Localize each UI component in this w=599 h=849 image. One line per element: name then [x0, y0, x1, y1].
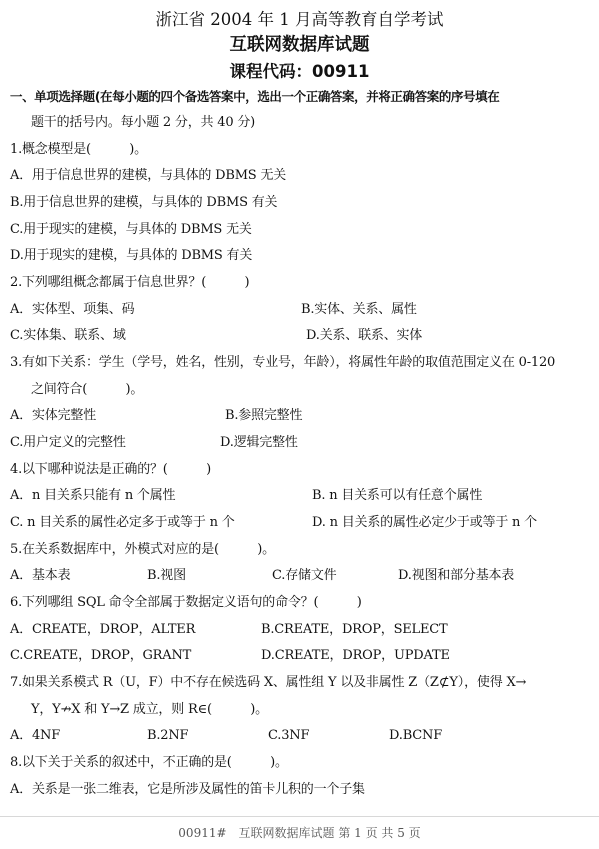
question-4-option-c: C. n 目关系的属性必定多于或等于 n 个 — [10, 515, 235, 530]
question-3-stem-cont: 之间符合( )。 — [31, 382, 144, 397]
question-4-option-a: A．n 目关系只能有 n 个属性 — [10, 488, 176, 503]
page-footer: 00911# 互联网数据库试题 第 1 页 共 5 页 — [178, 826, 421, 840]
section-instructions: 题干的括号内。每小题 2 分，共 40 分) — [31, 115, 256, 130]
exam-header: 浙江省 2004 年 1 月高等教育自学考试 — [155, 10, 444, 29]
question-5-option-d: D.视图和部分基本表 — [398, 568, 515, 583]
question-6-option-a: A．CREATE，DROP，ALTER — [10, 622, 196, 637]
question-1-stem: 1.概念模型是( )。 — [10, 142, 147, 157]
question-7-option-a: A．4NF — [10, 728, 61, 743]
question-3-option-c: C.用户定义的完整性 — [10, 435, 126, 450]
question-7-option-c: C.3NF — [268, 728, 310, 743]
question-8-stem: 8.以下关于关系的叙述中，不正确的是( )。 — [10, 755, 288, 770]
question-3-option-b: B.参照完整性 — [225, 408, 303, 423]
question-2-stem: 2.下列哪组概念都属于信息世界？( ) — [10, 275, 250, 290]
question-5-option-a: A．基本表 — [10, 568, 71, 583]
question-6-option-d: D.CREATE，DROP，UPDATE — [261, 648, 450, 663]
question-4-stem: 4.以下哪种说法是正确的？( ) — [10, 462, 211, 477]
question-5-stem: 5.在关系数据库中，外模式对应的是( )。 — [10, 542, 275, 557]
question-2-option-a: A．实体型、项集、码 — [10, 302, 135, 317]
question-6-option-c: C.CREATE，DROP，GRANT — [10, 648, 192, 663]
question-4-option-d: D. n 目关系的属性必定少于或等于 n 个 — [312, 515, 537, 530]
question-6-option-b: B.CREATE，DROP，SELECT — [261, 622, 448, 637]
question-3-stem: 3.有如下关系：学生（学号，姓名，性别，专业号，年龄），将属性年龄的取值范围定义在 0-120 — [10, 355, 556, 370]
question-3-option-a: A．实体完整性 — [10, 408, 96, 423]
question-7-stem: 7.如果关系模式 R（U，F）中不存在候选码 X、属性组 Y 以及非属性 Z（Z⊄Y），使得 X→ — [10, 675, 527, 690]
question-7-option-b: B.2NF — [147, 728, 189, 743]
footer-divider — [0, 816, 599, 817]
question-2-option-c: C.实体集、联系、域 — [10, 328, 126, 343]
question-3-option-d: D.逻辑完整性 — [220, 435, 298, 450]
question-8-option-a: A．关系是一张二维表，它是所涉及属性的笛卡儿积的一个子集 — [10, 782, 365, 797]
question-6-stem: 6.下列哪组 SQL 命令全部属于数据定义语句的命令？( ) — [10, 595, 362, 610]
question-4-option-b: B. n 目关系可以有任意个属性 — [312, 488, 483, 503]
question-5-option-c: C.存储文件 — [272, 568, 337, 583]
question-1-option-c: C.用于现实的建模，与具体的 DBMS 无关 — [10, 222, 252, 237]
course-code: 课程代码：00911 — [229, 62, 370, 81]
question-2-option-d: D.关系、联系、实体 — [306, 328, 423, 343]
question-7-stem-cont: Y，Y↛X 和 Y→Z 成立，则 R∈( )。 — [31, 702, 268, 717]
question-5-option-b: B.视图 — [147, 568, 186, 583]
section-heading: 一、单项选择题(在每小题的四个备选答案中，选出一个正确答案，并将正确答案的序号填在 — [10, 89, 500, 104]
question-7-option-d: D.BCNF — [389, 728, 443, 743]
question-2-option-b: B.实体、关系、属性 — [301, 302, 417, 317]
question-1-option-a: A．用于信息世界的建模，与具体的 DBMS 无关 — [10, 168, 287, 183]
exam-title: 互联网数据库试题 — [229, 35, 370, 55]
question-1-option-b: B.用于信息世界的建模，与具体的 DBMS 有关 — [10, 195, 278, 210]
question-1-option-d: D.用于现实的建模，与具体的 DBMS 有关 — [10, 248, 253, 263]
